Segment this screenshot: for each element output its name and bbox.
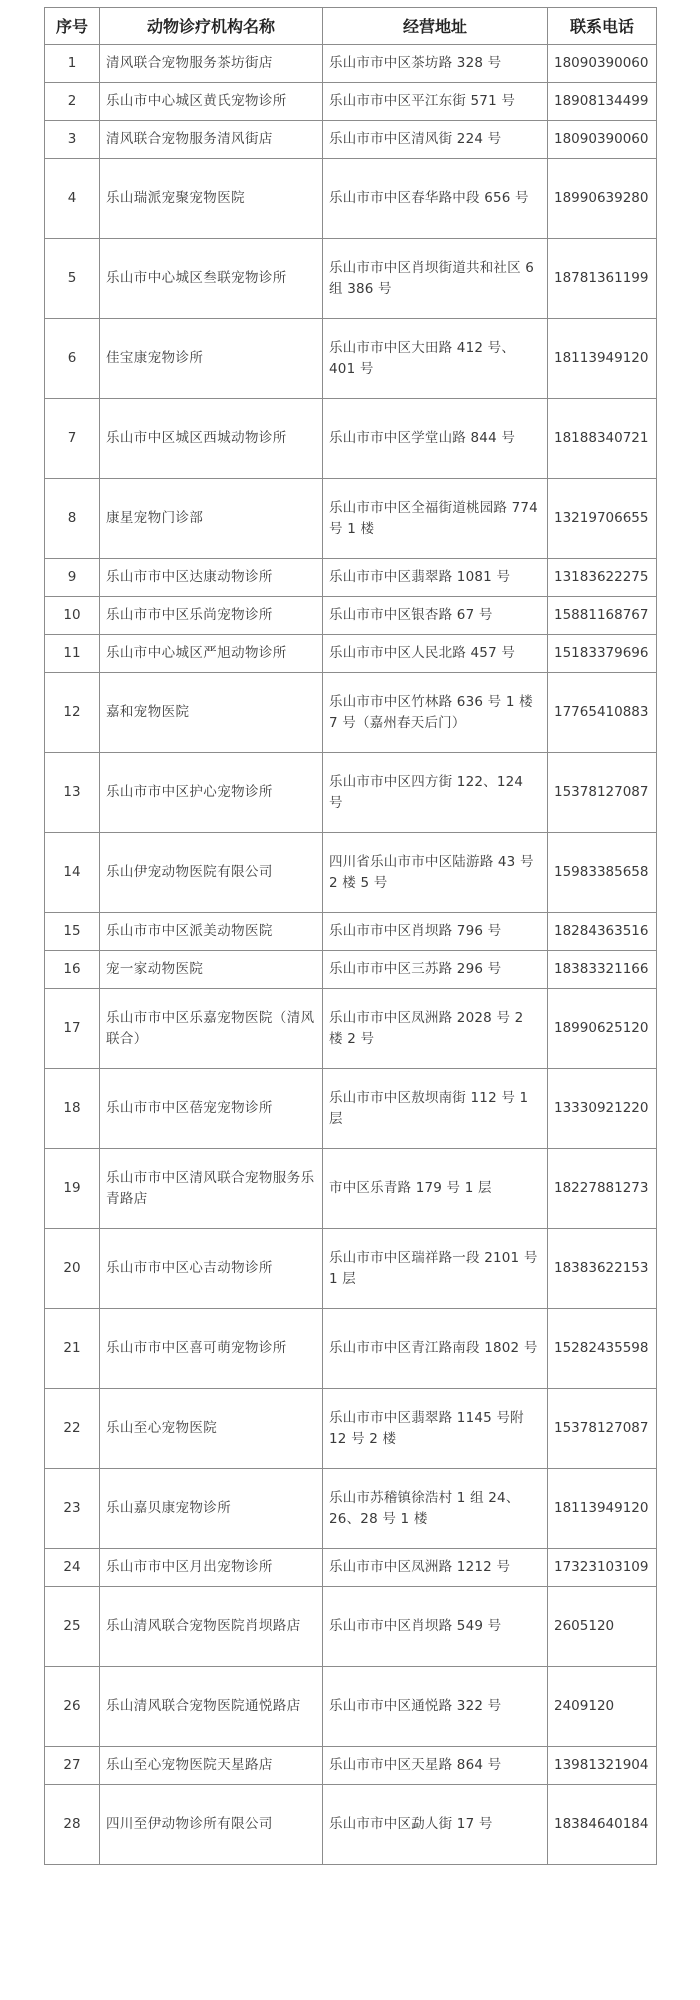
row-number-cell: 20 [45, 1229, 100, 1309]
table-row [45, 1389, 657, 1469]
phone-cell: 13330921220 [548, 1069, 657, 1149]
clinic-name-cell: 清风联合宠物服务茶坊街店 [100, 45, 323, 83]
row-number-cell: 10 [45, 597, 100, 635]
address-cell: 市中区乐青路 179 号 1 层 [323, 1149, 548, 1229]
table-row [45, 1309, 657, 1389]
table-row [45, 1469, 657, 1549]
phone-cell: 18227881273 [548, 1149, 657, 1229]
clinic-name-cell: 清风联合宠物服务清风街店 [100, 121, 323, 159]
clinic-name-cell: 乐山市市中区心吉动物诊所 [100, 1229, 323, 1309]
clinic-name-cell: 嘉和宠物医院 [100, 673, 323, 753]
row-number-cell: 4 [45, 159, 100, 239]
address-cell: 乐山市市中区瑞祥路一段 2101 号 1 层 [323, 1229, 548, 1309]
clinic-name-cell: 乐山市市中区乐尚宠物诊所 [100, 597, 323, 635]
clinic-name-cell: 乐山市中心城区严旭动物诊所 [100, 635, 323, 673]
table-row [45, 1549, 657, 1587]
row-number-cell: 25 [45, 1587, 100, 1667]
phone-cell: 18383622153 [548, 1229, 657, 1309]
row-number-cell: 2 [45, 83, 100, 121]
table-row [45, 989, 657, 1069]
row-number-cell: 1 [45, 45, 100, 83]
row-number-cell: 21 [45, 1309, 100, 1389]
phone-cell: 15983385658 [548, 833, 657, 913]
clinic-name-cell: 乐山市市中区达康动物诊所 [100, 559, 323, 597]
phone-cell: 17323103109 [548, 1549, 657, 1587]
table-row [45, 635, 657, 673]
table-row [45, 597, 657, 635]
row-number-cell: 28 [45, 1785, 100, 1865]
address-cell: 乐山市市中区四方街 122、124 号 [323, 753, 548, 833]
address-cell: 乐山市市中区肖坝路 796 号 [323, 913, 548, 951]
phone-cell: 18990625120 [548, 989, 657, 1069]
table-row [45, 673, 657, 753]
table-row [45, 399, 657, 479]
clinic-name-cell: 乐山市市中区蓓宠宠物诊所 [100, 1069, 323, 1149]
table-row [45, 1587, 657, 1667]
table-row [45, 559, 657, 597]
table-row [45, 319, 657, 399]
row-number-cell: 12 [45, 673, 100, 753]
clinic-name-cell: 乐山至心宠物医院天星路店 [100, 1747, 323, 1785]
clinic-name-cell: 乐山市市中区乐嘉宠物医院（清风联合） [100, 989, 323, 1069]
row-number-cell: 26 [45, 1667, 100, 1747]
row-number-cell: 7 [45, 399, 100, 479]
row-number-cell: 3 [45, 121, 100, 159]
clinic-name-cell: 乐山市市中区喜可萌宠物诊所 [100, 1309, 323, 1389]
row-number-cell: 16 [45, 951, 100, 989]
clinic-name-cell: 乐山清风联合宠物医院通悦路店 [100, 1667, 323, 1747]
address-cell: 乐山市市中区全福街道桃园路 774 号 1 楼 [323, 479, 548, 559]
address-cell: 乐山市市中区青江路南段 1802 号 [323, 1309, 548, 1389]
table-row [45, 45, 657, 83]
clinic-table [44, 7, 657, 1865]
table-row [45, 1069, 657, 1149]
phone-cell: 18384640184 [548, 1785, 657, 1865]
phone-cell: 18090390060 [548, 45, 657, 83]
phone-cell: 15881168767 [548, 597, 657, 635]
phone-cell: 18908134499 [548, 83, 657, 121]
address-cell: 乐山市市中区翡翠路 1081 号 [323, 559, 548, 597]
table-row [45, 951, 657, 989]
row-number-cell: 19 [45, 1149, 100, 1229]
phone-cell: 18383321166 [548, 951, 657, 989]
address-cell: 乐山市市中区春华路中段 656 号 [323, 159, 548, 239]
phone-cell: 13219706655 [548, 479, 657, 559]
address-cell: 乐山市市中区翡翠路 1145 号附 12 号 2 楼 [323, 1389, 548, 1469]
row-number-cell: 18 [45, 1069, 100, 1149]
row-number-cell: 5 [45, 239, 100, 319]
row-number-cell: 8 [45, 479, 100, 559]
header-name: 动物诊疗机构名称 [100, 8, 323, 45]
header-no: 序号 [45, 8, 100, 45]
address-cell: 四川省乐山市市中区陆游路 43 号 2 楼 5 号 [323, 833, 548, 913]
clinic-name-cell: 乐山清风联合宠物医院肖坝路店 [100, 1587, 323, 1667]
table-row [45, 239, 657, 319]
row-number-cell: 13 [45, 753, 100, 833]
table-row [45, 479, 657, 559]
table-body [45, 45, 657, 1865]
phone-cell: 18188340721 [548, 399, 657, 479]
clinic-name-cell: 乐山嘉贝康宠物诊所 [100, 1469, 323, 1549]
address-cell: 乐山市市中区茶坊路 328 号 [323, 45, 548, 83]
address-cell: 乐山市市中区凤洲路 1212 号 [323, 1549, 548, 1587]
clinic-name-cell: 四川至伊动物诊所有限公司 [100, 1785, 323, 1865]
row-number-cell: 15 [45, 913, 100, 951]
address-cell: 乐山市苏稽镇徐浩村 1 组 24、26、28 号 1 楼 [323, 1469, 548, 1549]
row-number-cell: 27 [45, 1747, 100, 1785]
row-number-cell: 14 [45, 833, 100, 913]
table-row [45, 1747, 657, 1785]
address-cell: 乐山市市中区银杏路 67 号 [323, 597, 548, 635]
table-row [45, 1785, 657, 1865]
phone-cell: 2409120 [548, 1667, 657, 1747]
table-header-row [45, 8, 657, 45]
clinic-name-cell: 乐山市中心城区叁联宠物诊所 [100, 239, 323, 319]
clinic-name-cell: 乐山市市中区护心宠物诊所 [100, 753, 323, 833]
address-cell: 乐山市市中区竹林路 636 号 1 楼 7 号（嘉州春天后门） [323, 673, 548, 753]
phone-cell: 18781361199 [548, 239, 657, 319]
row-number-cell: 22 [45, 1389, 100, 1469]
address-cell: 乐山市市中区勐人街 17 号 [323, 1785, 548, 1865]
clinic-name-cell: 乐山市中心城区黄氏宠物诊所 [100, 83, 323, 121]
table-row [45, 753, 657, 833]
phone-cell: 18990639280 [548, 159, 657, 239]
phone-cell: 15183379696 [548, 635, 657, 673]
address-cell: 乐山市市中区人民北路 457 号 [323, 635, 548, 673]
phone-cell: 2605120 [548, 1587, 657, 1667]
phone-cell: 15378127087 [548, 753, 657, 833]
phone-cell: 17765410883 [548, 673, 657, 753]
phone-cell: 13183622275 [548, 559, 657, 597]
table-row [45, 121, 657, 159]
header-phone: 联系电话 [548, 8, 657, 45]
address-cell: 乐山市市中区三苏路 296 号 [323, 951, 548, 989]
phone-cell: 15378127087 [548, 1389, 657, 1469]
address-cell: 乐山市市中区敖坝南街 112 号 1 层 [323, 1069, 548, 1149]
row-number-cell: 23 [45, 1469, 100, 1549]
table-row [45, 833, 657, 913]
table-row [45, 913, 657, 951]
address-cell: 乐山市市中区通悦路 322 号 [323, 1667, 548, 1747]
phone-cell: 18113949120 [548, 1469, 657, 1549]
table-row [45, 1229, 657, 1309]
phone-cell: 13981321904 [548, 1747, 657, 1785]
phone-cell: 15282435598 [548, 1309, 657, 1389]
header-address: 经营地址 [323, 8, 548, 45]
row-number-cell: 9 [45, 559, 100, 597]
address-cell: 乐山市市中区凤洲路 2028 号 2 楼 2 号 [323, 989, 548, 1069]
address-cell: 乐山市市中区肖坝街道共和社区 6 组 386 号 [323, 239, 548, 319]
table-row [45, 159, 657, 239]
table-row [45, 83, 657, 121]
clinic-name-cell: 乐山市市中区清风联合宠物服务乐青路店 [100, 1149, 323, 1229]
address-cell: 乐山市市中区肖坝路 549 号 [323, 1587, 548, 1667]
row-number-cell: 11 [45, 635, 100, 673]
row-number-cell: 17 [45, 989, 100, 1069]
clinic-name-cell: 乐山瑞派宠聚宠物医院 [100, 159, 323, 239]
row-number-cell: 24 [45, 1549, 100, 1587]
clinic-name-cell: 乐山伊宠动物医院有限公司 [100, 833, 323, 913]
clinic-name-cell: 乐山至心宠物医院 [100, 1389, 323, 1469]
address-cell: 乐山市市中区清风街 224 号 [323, 121, 548, 159]
address-cell: 乐山市市中区天星路 864 号 [323, 1747, 548, 1785]
address-cell: 乐山市市中区学堂山路 844 号 [323, 399, 548, 479]
clinic-name-cell: 乐山市市中区派美动物医院 [100, 913, 323, 951]
clinic-name-cell: 康星宠物门诊部 [100, 479, 323, 559]
address-cell: 乐山市市中区大田路 412 号、401 号 [323, 319, 548, 399]
clinic-name-cell: 乐山市市中区月出宠物诊所 [100, 1549, 323, 1587]
row-number-cell: 6 [45, 319, 100, 399]
table-row [45, 1149, 657, 1229]
phone-cell: 18284363516 [548, 913, 657, 951]
clinic-name-cell: 乐山市中区城区西城动物诊所 [100, 399, 323, 479]
phone-cell: 18090390060 [548, 121, 657, 159]
table-row [45, 1667, 657, 1747]
clinic-name-cell: 佳宝康宠物诊所 [100, 319, 323, 399]
address-cell: 乐山市市中区平江东街 571 号 [323, 83, 548, 121]
clinic-name-cell: 宠一家动物医院 [100, 951, 323, 989]
phone-cell: 18113949120 [548, 319, 657, 399]
